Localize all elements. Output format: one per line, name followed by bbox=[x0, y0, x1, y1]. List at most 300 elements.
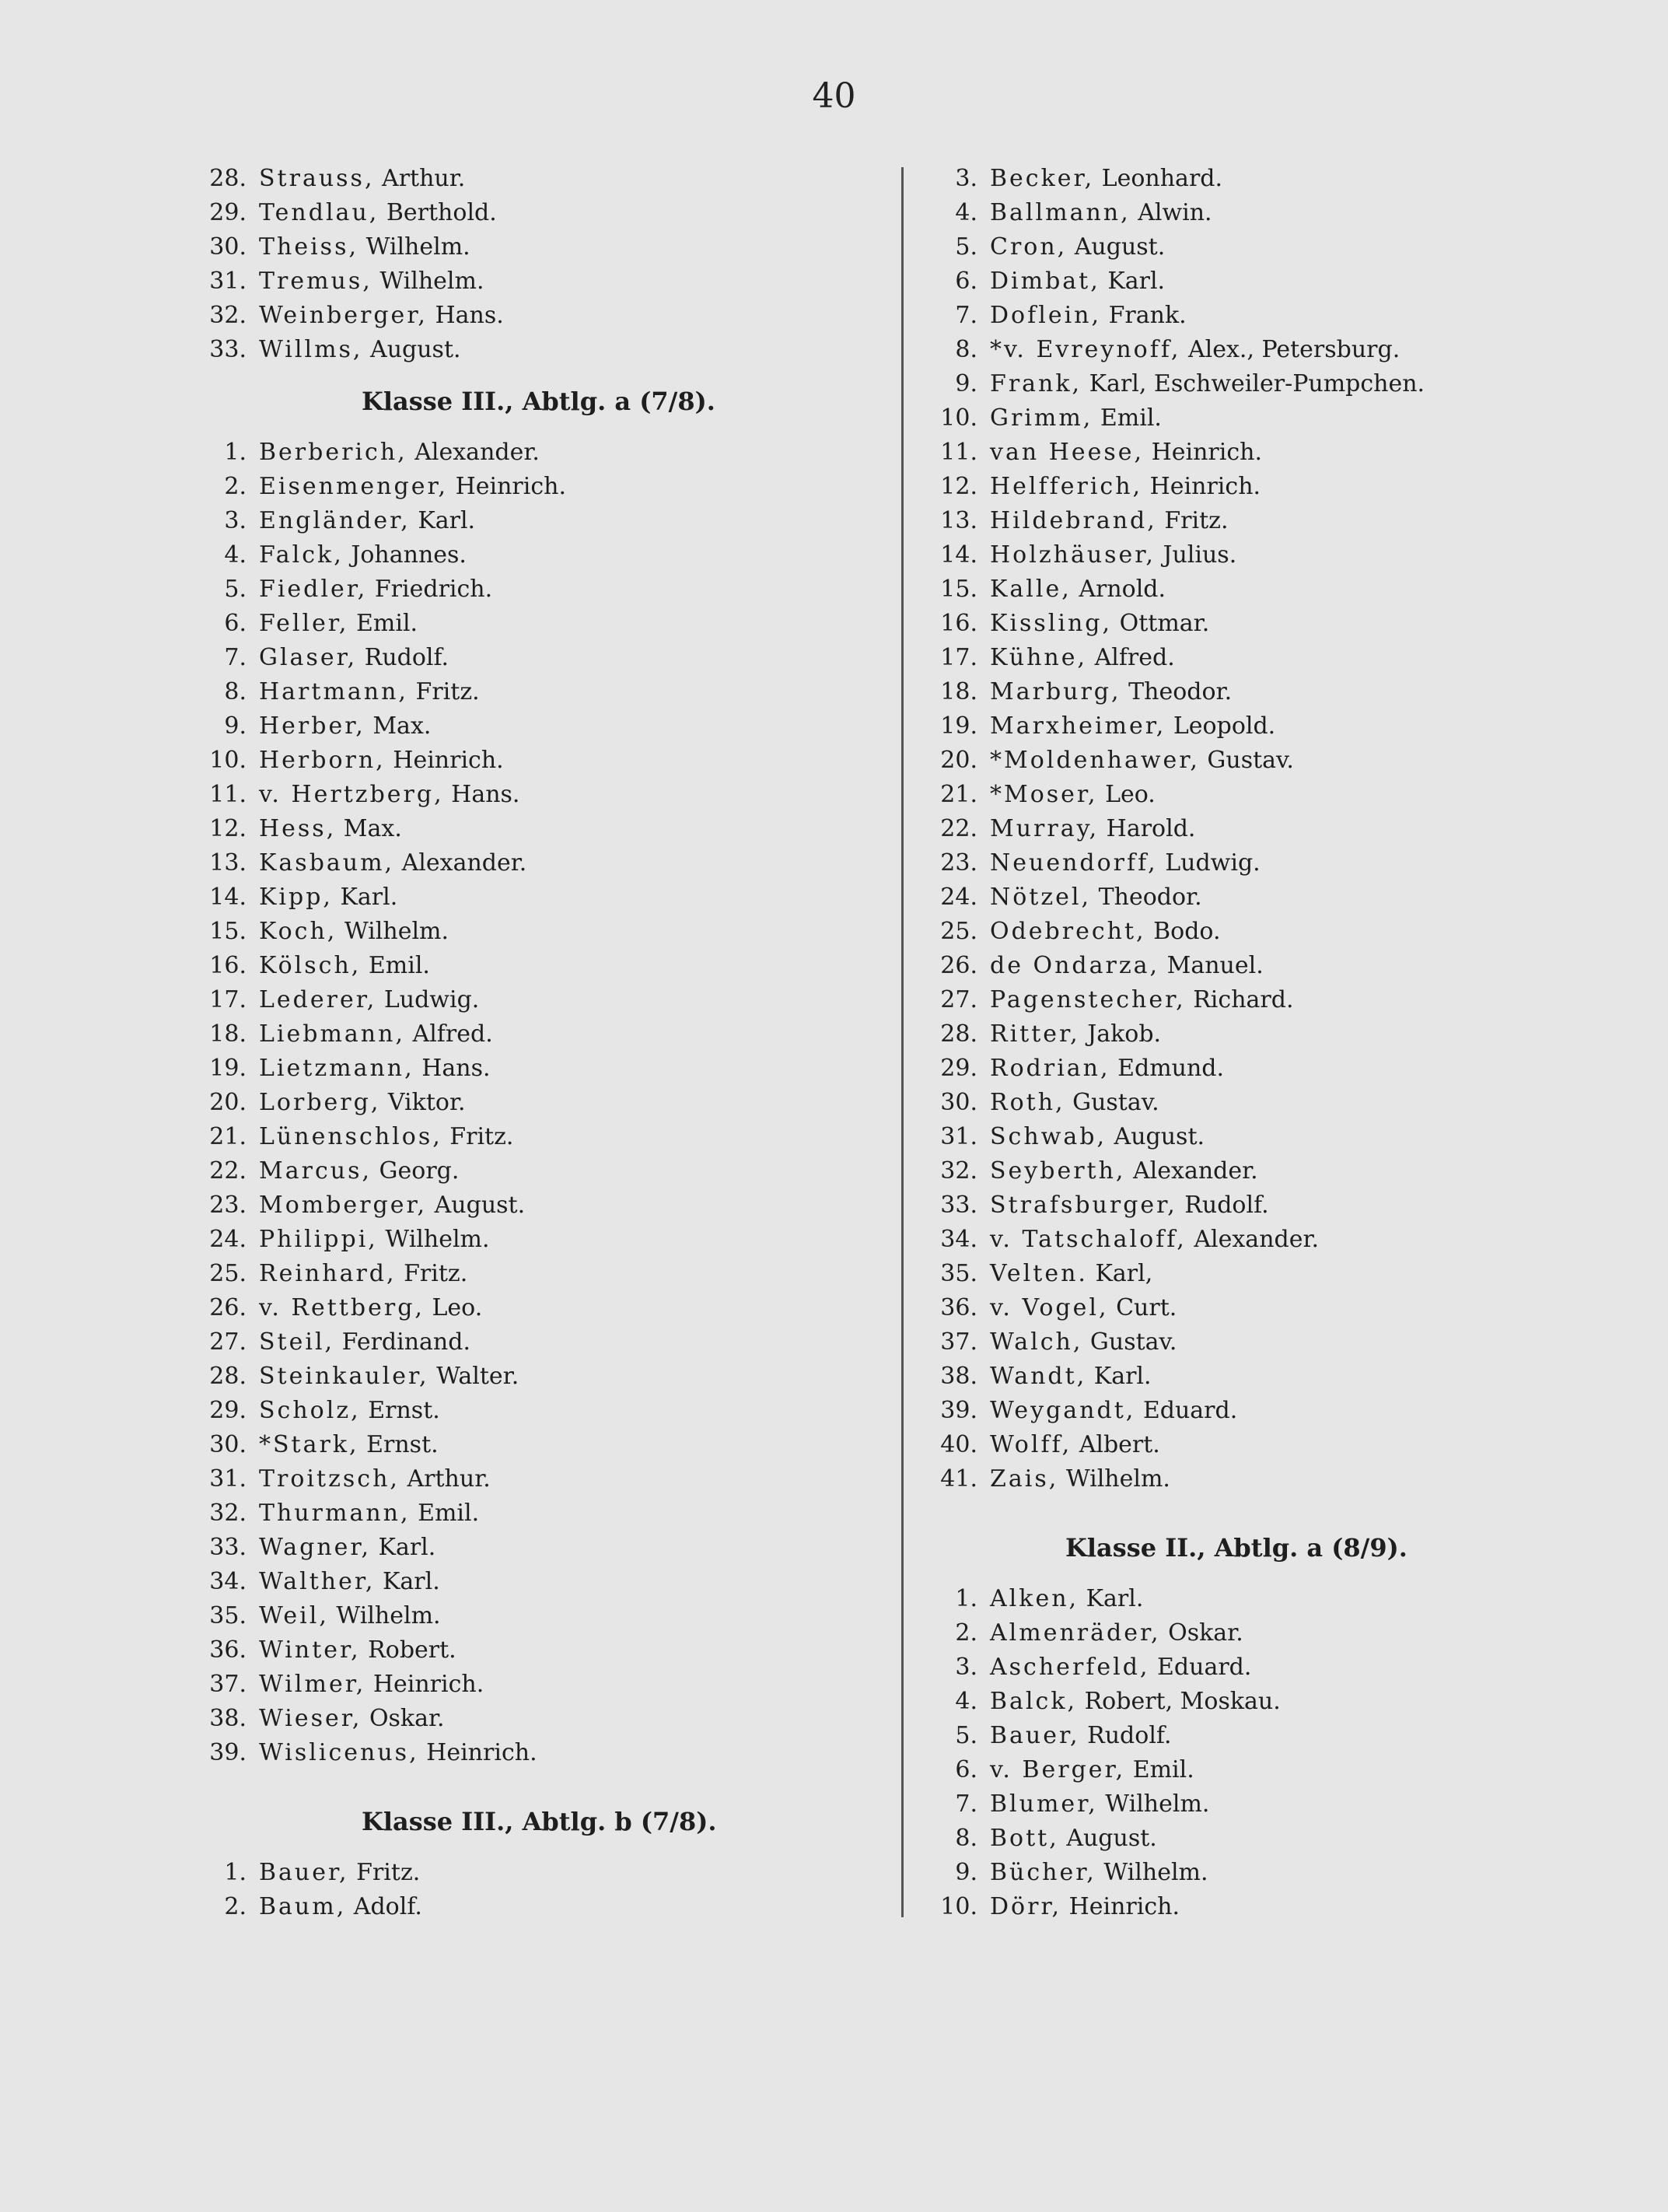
surname: Troitzsch, bbox=[259, 1465, 400, 1493]
first-name: Gustav. bbox=[1072, 1089, 1159, 1116]
student-entry bbox=[929, 1719, 1474, 1753]
section-heading: Klasse II., Abtlg. a (8/9). bbox=[1065, 1533, 1407, 1563]
student-entry bbox=[198, 504, 883, 538]
student-entry bbox=[929, 264, 1474, 299]
surname: Almenräder, bbox=[990, 1619, 1161, 1647]
surname: Nötzel, bbox=[990, 884, 1092, 911]
entry-number: 22. bbox=[209, 1157, 247, 1185]
student-entry bbox=[198, 1257, 883, 1291]
entry-number: 29. bbox=[209, 199, 247, 226]
entry-number: 7. bbox=[224, 644, 247, 671]
first-name: Ottmar. bbox=[1119, 610, 1210, 637]
student-entry bbox=[929, 470, 1474, 504]
first-name: Fritz. bbox=[404, 1260, 468, 1287]
first-name: Gustav. bbox=[1089, 1328, 1177, 1356]
entry-number: 32. bbox=[209, 302, 247, 329]
student-entry bbox=[198, 1188, 883, 1223]
entry-number: 32. bbox=[209, 1500, 247, 1527]
entry-number: 24. bbox=[209, 1226, 247, 1253]
student-entry bbox=[929, 367, 1474, 401]
first-name: Emil. bbox=[368, 952, 430, 979]
first-name: Wilhelm. bbox=[1103, 1859, 1208, 1886]
first-name: Curt. bbox=[1116, 1294, 1177, 1321]
entry-number: 33. bbox=[209, 336, 247, 363]
surname: Dimbat, bbox=[990, 268, 1100, 295]
entry-number: 17. bbox=[940, 644, 977, 671]
first-name: Adolf. bbox=[353, 1893, 422, 1920]
first-name: Harold. bbox=[1106, 815, 1196, 842]
surname: Scholz, bbox=[259, 1397, 361, 1424]
entry-number: 28. bbox=[209, 165, 247, 192]
surname: Thurmann, bbox=[259, 1500, 411, 1527]
entry-number: 18. bbox=[209, 1020, 247, 1048]
entry-number: 21. bbox=[209, 1123, 247, 1150]
surname: Weinberger, bbox=[259, 302, 428, 329]
entry-number: 6. bbox=[955, 1756, 977, 1783]
first-name: Hans. bbox=[421, 1055, 491, 1082]
entry-number: 34. bbox=[940, 1226, 977, 1253]
first-name: Manuel. bbox=[1166, 952, 1264, 979]
student-entry bbox=[198, 1531, 883, 1565]
entry-number: 1. bbox=[955, 1585, 977, 1612]
student-entry bbox=[198, 1428, 883, 1462]
entry-number: 5. bbox=[224, 576, 247, 603]
surname: v. Vogel, bbox=[990, 1294, 1109, 1321]
entry-list bbox=[929, 1582, 1474, 1924]
surname: Marcus, bbox=[259, 1157, 372, 1185]
first-name: Friedrich. bbox=[374, 576, 493, 603]
entry-number: 4. bbox=[955, 199, 977, 226]
first-name: Karl. bbox=[1086, 1585, 1144, 1612]
surname: Tendlau, bbox=[259, 199, 379, 226]
entry-number: 10. bbox=[940, 1893, 977, 1920]
entry-number: 25. bbox=[940, 918, 977, 945]
surname: Grimm, bbox=[990, 404, 1093, 432]
entry-number: 22. bbox=[940, 815, 977, 842]
first-name: Robert. bbox=[368, 1636, 456, 1664]
entry-number: 26. bbox=[940, 952, 977, 979]
surname: Engländer, bbox=[259, 507, 411, 534]
student-entry bbox=[929, 436, 1474, 470]
entry-list bbox=[198, 1856, 883, 1924]
entry-number: 13. bbox=[940, 507, 977, 534]
first-name: Karl. bbox=[1107, 268, 1166, 295]
student-entry bbox=[198, 915, 883, 949]
first-name: Karl, Eschweiler-Pumpchen. bbox=[1089, 370, 1425, 397]
student-entry bbox=[198, 709, 883, 744]
surname: Herborn, bbox=[259, 747, 386, 774]
first-name: Alfred. bbox=[412, 1020, 493, 1048]
student-entry bbox=[929, 1291, 1474, 1325]
entry-number: 23. bbox=[940, 849, 977, 877]
entry-number: 7. bbox=[955, 1790, 977, 1818]
surname: Walther, bbox=[259, 1568, 376, 1595]
student-entry bbox=[929, 1188, 1474, 1223]
surname: Wieser, bbox=[259, 1705, 362, 1732]
surname: Marxheimer, bbox=[990, 712, 1166, 740]
student-entry bbox=[929, 709, 1474, 744]
entry-number: 6. bbox=[955, 268, 977, 295]
surname: Berberich, bbox=[259, 439, 407, 466]
entry-number: 4. bbox=[955, 1688, 977, 1715]
first-name: Georg. bbox=[379, 1157, 460, 1185]
student-entry bbox=[198, 230, 883, 264]
surname: Odebrecht, bbox=[990, 918, 1146, 945]
surname: Lorberg, bbox=[259, 1089, 381, 1116]
surname: Schwab, bbox=[990, 1123, 1107, 1150]
entry-number: 19. bbox=[209, 1055, 247, 1082]
student-entry bbox=[929, 1154, 1474, 1188]
student-entry bbox=[929, 1787, 1474, 1822]
entry-number: 28. bbox=[940, 1020, 977, 1048]
first-name: Ludwig. bbox=[1165, 849, 1261, 877]
surname: Kalle, bbox=[990, 576, 1072, 603]
first-name: Wilhelm. bbox=[365, 233, 470, 261]
first-name: August. bbox=[1074, 233, 1166, 261]
entry-number: 39. bbox=[940, 1397, 977, 1424]
surname: Wagner, bbox=[259, 1534, 371, 1561]
entry-number: 32. bbox=[940, 1157, 977, 1185]
entry-number: 28. bbox=[209, 1363, 247, 1390]
first-name: Rudolf. bbox=[1184, 1192, 1269, 1219]
student-entry bbox=[929, 1086, 1474, 1120]
first-name: Eduard. bbox=[1142, 1397, 1238, 1424]
first-name: Alfred. bbox=[1094, 644, 1175, 671]
student-entry bbox=[198, 1599, 883, 1633]
student-entry bbox=[198, 1291, 883, 1325]
student-entry bbox=[198, 641, 883, 675]
student-entry bbox=[198, 744, 883, 778]
page-number: 40 bbox=[812, 76, 856, 116]
entry-number: 15. bbox=[209, 918, 247, 945]
first-name: Ernst. bbox=[366, 1431, 439, 1458]
entry-number: 9. bbox=[955, 370, 977, 397]
first-name: Heinrich. bbox=[1151, 439, 1263, 466]
column-divider bbox=[901, 167, 904, 1917]
entry-number: 9. bbox=[955, 1859, 977, 1886]
surname: Glaser, bbox=[259, 644, 358, 671]
first-name: Fritz. bbox=[356, 1859, 421, 1886]
surname: Kissling, bbox=[990, 610, 1113, 637]
first-name: August. bbox=[1114, 1123, 1205, 1150]
student-entry bbox=[198, 607, 883, 641]
first-name: Ernst. bbox=[368, 1397, 440, 1424]
surname: Wislicenus, bbox=[259, 1739, 419, 1766]
surname: Zais, bbox=[990, 1465, 1059, 1493]
entry-number: 38. bbox=[209, 1705, 247, 1732]
entry-number: 11. bbox=[940, 439, 977, 466]
first-name: Bodo. bbox=[1153, 918, 1221, 945]
first-name: Heinrich. bbox=[1149, 473, 1261, 500]
first-name: Emil. bbox=[356, 610, 418, 637]
surname: Steil, bbox=[259, 1328, 335, 1356]
first-name: Arthur. bbox=[407, 1465, 491, 1493]
surname: Lietzmann, bbox=[259, 1055, 414, 1082]
first-name: Leo. bbox=[1105, 781, 1156, 808]
first-name: Karl. bbox=[1093, 1363, 1152, 1390]
entry-number: 19. bbox=[940, 712, 977, 740]
student-entry bbox=[198, 812, 883, 846]
surname: Neuendorff, bbox=[990, 849, 1158, 877]
student-entry bbox=[198, 1856, 883, 1890]
surname: Fiedler, bbox=[259, 576, 368, 603]
entry-number: 40. bbox=[940, 1431, 977, 1458]
surname: de Ondarza, bbox=[990, 952, 1160, 979]
surname: Koch, bbox=[259, 918, 337, 945]
surname: Ballmann, bbox=[990, 199, 1131, 226]
entry-number: 11. bbox=[209, 781, 247, 808]
student-entry bbox=[198, 675, 883, 709]
first-name: Karl. bbox=[378, 1534, 436, 1561]
student-entry bbox=[198, 1736, 883, 1770]
student-entry bbox=[929, 983, 1474, 1017]
surname: Seyberth, bbox=[990, 1157, 1126, 1185]
entry-number: 2. bbox=[955, 1619, 977, 1647]
right-column bbox=[929, 162, 1474, 1924]
entry-number: 16. bbox=[209, 952, 247, 979]
student-entry bbox=[198, 196, 883, 230]
surname: Ascherfeld, bbox=[990, 1654, 1150, 1681]
first-name: Alwin. bbox=[1138, 199, 1212, 226]
entry-number: 35. bbox=[209, 1602, 247, 1629]
first-name: Ferdinand. bbox=[341, 1328, 470, 1356]
student-entry bbox=[929, 607, 1474, 641]
student-entry bbox=[929, 1856, 1474, 1890]
entry-number: 37. bbox=[209, 1671, 247, 1698]
entry-number: 36. bbox=[209, 1636, 247, 1664]
first-name: Hans. bbox=[435, 302, 504, 329]
student-entry bbox=[929, 949, 1474, 983]
student-entry bbox=[929, 675, 1474, 709]
first-name: Eduard. bbox=[1157, 1654, 1252, 1681]
entry-number: 23. bbox=[209, 1192, 247, 1219]
surname: Falck, bbox=[259, 541, 344, 569]
student-entry bbox=[198, 264, 883, 299]
first-name: Max. bbox=[343, 815, 402, 842]
surname: Becker, bbox=[990, 165, 1095, 192]
first-name: Karl. bbox=[418, 507, 476, 534]
student-entry bbox=[929, 1120, 1474, 1154]
first-name: Leonhard. bbox=[1101, 165, 1223, 192]
surname: v. Rettberg, bbox=[259, 1294, 425, 1321]
entry-number: 30. bbox=[940, 1089, 977, 1116]
student-entry bbox=[929, 538, 1474, 572]
surname: Dörr, bbox=[990, 1893, 1062, 1920]
surname: Murray, bbox=[990, 815, 1100, 842]
entry-number: 3. bbox=[955, 1654, 977, 1681]
student-entry bbox=[929, 1890, 1474, 1924]
student-entry bbox=[929, 1822, 1474, 1856]
first-name: Heinrich. bbox=[426, 1739, 537, 1766]
surname: *Stark, bbox=[259, 1431, 359, 1458]
student-entry bbox=[929, 230, 1474, 264]
first-name: Ludwig. bbox=[383, 986, 480, 1013]
entry-number: 37. bbox=[940, 1328, 977, 1356]
first-name: August. bbox=[1066, 1825, 1157, 1852]
first-name: Oskar. bbox=[1168, 1619, 1243, 1647]
entry-number: 26. bbox=[209, 1294, 247, 1321]
entry-number: 10. bbox=[940, 404, 977, 432]
entry-list bbox=[198, 436, 883, 1770]
surname: Rodrian, bbox=[990, 1055, 1110, 1082]
entry-number: 8. bbox=[224, 678, 247, 705]
student-entry bbox=[198, 1633, 883, 1668]
section-heading: Klasse III., Abtlg. a (7/8). bbox=[362, 387, 715, 416]
student-entry bbox=[198, 1017, 883, 1052]
surname: Lederer, bbox=[259, 986, 377, 1013]
entry-number: 30. bbox=[209, 233, 247, 261]
first-name: Alexander. bbox=[1133, 1157, 1258, 1185]
student-entry bbox=[929, 744, 1474, 778]
entry-number: 20. bbox=[940, 747, 977, 774]
student-entry bbox=[198, 538, 883, 572]
first-name: Fritz. bbox=[449, 1123, 514, 1150]
first-name: Jakob. bbox=[1087, 1020, 1162, 1048]
student-entry bbox=[198, 572, 883, 607]
surname: Momberger, bbox=[259, 1192, 428, 1219]
first-name: Richard. bbox=[1193, 986, 1294, 1013]
entry-number: 2. bbox=[224, 473, 247, 500]
entry-number: 31. bbox=[940, 1123, 977, 1150]
student-entry bbox=[198, 1702, 883, 1736]
surname: Holzhäuser, bbox=[990, 541, 1156, 569]
student-entry bbox=[198, 1086, 883, 1120]
student-entry bbox=[198, 1394, 883, 1428]
student-entry bbox=[198, 983, 883, 1017]
student-entry bbox=[929, 915, 1474, 949]
surname: Hess, bbox=[259, 815, 337, 842]
surname: Eisenmenger, bbox=[259, 473, 449, 500]
entry-number: 1. bbox=[224, 439, 247, 466]
student-entry bbox=[929, 162, 1474, 196]
entry-number: 13. bbox=[209, 849, 247, 877]
first-name: Max. bbox=[372, 712, 432, 740]
student-entry bbox=[929, 1257, 1474, 1291]
surname: Frank, bbox=[990, 370, 1082, 397]
first-name: Hans. bbox=[451, 781, 520, 808]
student-entry bbox=[929, 641, 1474, 675]
entry-number: 27. bbox=[940, 986, 977, 1013]
entry-number: 24. bbox=[940, 884, 977, 911]
first-name: Robert, Moskau. bbox=[1084, 1688, 1281, 1715]
entry-number: 7. bbox=[955, 302, 977, 329]
student-entry bbox=[929, 1428, 1474, 1462]
left-column bbox=[198, 162, 883, 1924]
first-name: Rudolf. bbox=[364, 644, 449, 671]
first-name: Walter. bbox=[436, 1363, 519, 1390]
student-entry bbox=[929, 1685, 1474, 1719]
surname: Philippi, bbox=[259, 1226, 378, 1253]
student-entry bbox=[929, 846, 1474, 880]
student-entry bbox=[198, 470, 883, 504]
first-name: Arnold. bbox=[1079, 576, 1166, 603]
student-entry bbox=[198, 949, 883, 983]
surname: Hartmann, bbox=[259, 678, 408, 705]
entry-number: 15. bbox=[940, 576, 977, 603]
surname: Steinkauler, bbox=[259, 1363, 429, 1390]
entry-number: 38. bbox=[940, 1363, 977, 1390]
first-name: Emil. bbox=[418, 1500, 480, 1527]
student-entry bbox=[929, 778, 1474, 812]
first-name: Johannes. bbox=[351, 541, 467, 569]
first-name: Alex., Petersburg. bbox=[1187, 336, 1400, 363]
entry-number: 33. bbox=[940, 1192, 977, 1219]
surname: Liebmann, bbox=[259, 1020, 405, 1048]
student-entry bbox=[929, 1753, 1474, 1787]
student-entry bbox=[929, 1223, 1474, 1257]
first-name: Emil. bbox=[1132, 1756, 1194, 1783]
surname: Kölsch, bbox=[259, 952, 362, 979]
first-name: Alexander. bbox=[414, 439, 540, 466]
first-name: Wilhelm. bbox=[344, 918, 449, 945]
surname: Weil, bbox=[259, 1602, 329, 1629]
entry-number: 12. bbox=[940, 473, 977, 500]
surname: Tremus, bbox=[259, 268, 372, 295]
surname: Willms, bbox=[259, 336, 363, 363]
entry-number: 16. bbox=[940, 610, 977, 637]
surname: Reinhard, bbox=[259, 1260, 397, 1287]
entry-number: 3. bbox=[955, 165, 977, 192]
student-entry bbox=[929, 1325, 1474, 1360]
first-name: Heinrich. bbox=[393, 747, 504, 774]
student-entry bbox=[198, 1120, 883, 1154]
entry-number: 31. bbox=[209, 1465, 247, 1493]
first-name: Theodor. bbox=[1098, 884, 1202, 911]
surname: Feller, bbox=[259, 610, 349, 637]
student-entry bbox=[198, 846, 883, 880]
first-name: Julius. bbox=[1163, 541, 1237, 569]
surname: v. Tatschaloff, bbox=[990, 1226, 1187, 1253]
first-name: Viktor. bbox=[387, 1089, 466, 1116]
student-entry bbox=[198, 880, 883, 915]
entry-number: 21. bbox=[940, 781, 977, 808]
first-name: Alexander. bbox=[401, 849, 527, 877]
surname: Wandt, bbox=[990, 1363, 1087, 1390]
student-entry bbox=[929, 401, 1474, 436]
entry-number: 4. bbox=[224, 541, 247, 569]
student-entry bbox=[929, 1360, 1474, 1394]
student-entry bbox=[198, 333, 883, 367]
surname: Wolff, bbox=[990, 1431, 1072, 1458]
entry-number: 14. bbox=[940, 541, 977, 569]
surname: *v. Evreynoff, bbox=[990, 336, 1181, 363]
student-entry bbox=[929, 572, 1474, 607]
surname: Winter, bbox=[259, 1636, 361, 1664]
student-entry bbox=[929, 1650, 1474, 1685]
surname: Bauer, bbox=[990, 1722, 1080, 1749]
entry-number: 31. bbox=[209, 268, 247, 295]
student-entry bbox=[929, 880, 1474, 915]
first-name: Wilhelm. bbox=[385, 1226, 490, 1253]
surname: Theiss, bbox=[259, 233, 359, 261]
student-entry bbox=[198, 1668, 883, 1702]
student-entry bbox=[929, 1462, 1474, 1496]
surname: Helfferich, bbox=[990, 473, 1143, 500]
student-entry bbox=[198, 1360, 883, 1394]
first-name: Wilhelm. bbox=[379, 268, 484, 295]
surname: Kipp, bbox=[259, 884, 333, 911]
student-entry bbox=[198, 1890, 883, 1924]
first-name: Leopold. bbox=[1173, 712, 1276, 740]
entry-number: 35. bbox=[940, 1260, 977, 1287]
first-name: Rudolf. bbox=[1087, 1722, 1172, 1749]
entry-number: 18. bbox=[940, 678, 977, 705]
surname: Velten. bbox=[990, 1260, 1088, 1287]
first-name: Heinrich. bbox=[455, 473, 567, 500]
entry-number: 5. bbox=[955, 233, 977, 261]
surname: *Moser, bbox=[990, 781, 1098, 808]
student-entry bbox=[929, 504, 1474, 538]
